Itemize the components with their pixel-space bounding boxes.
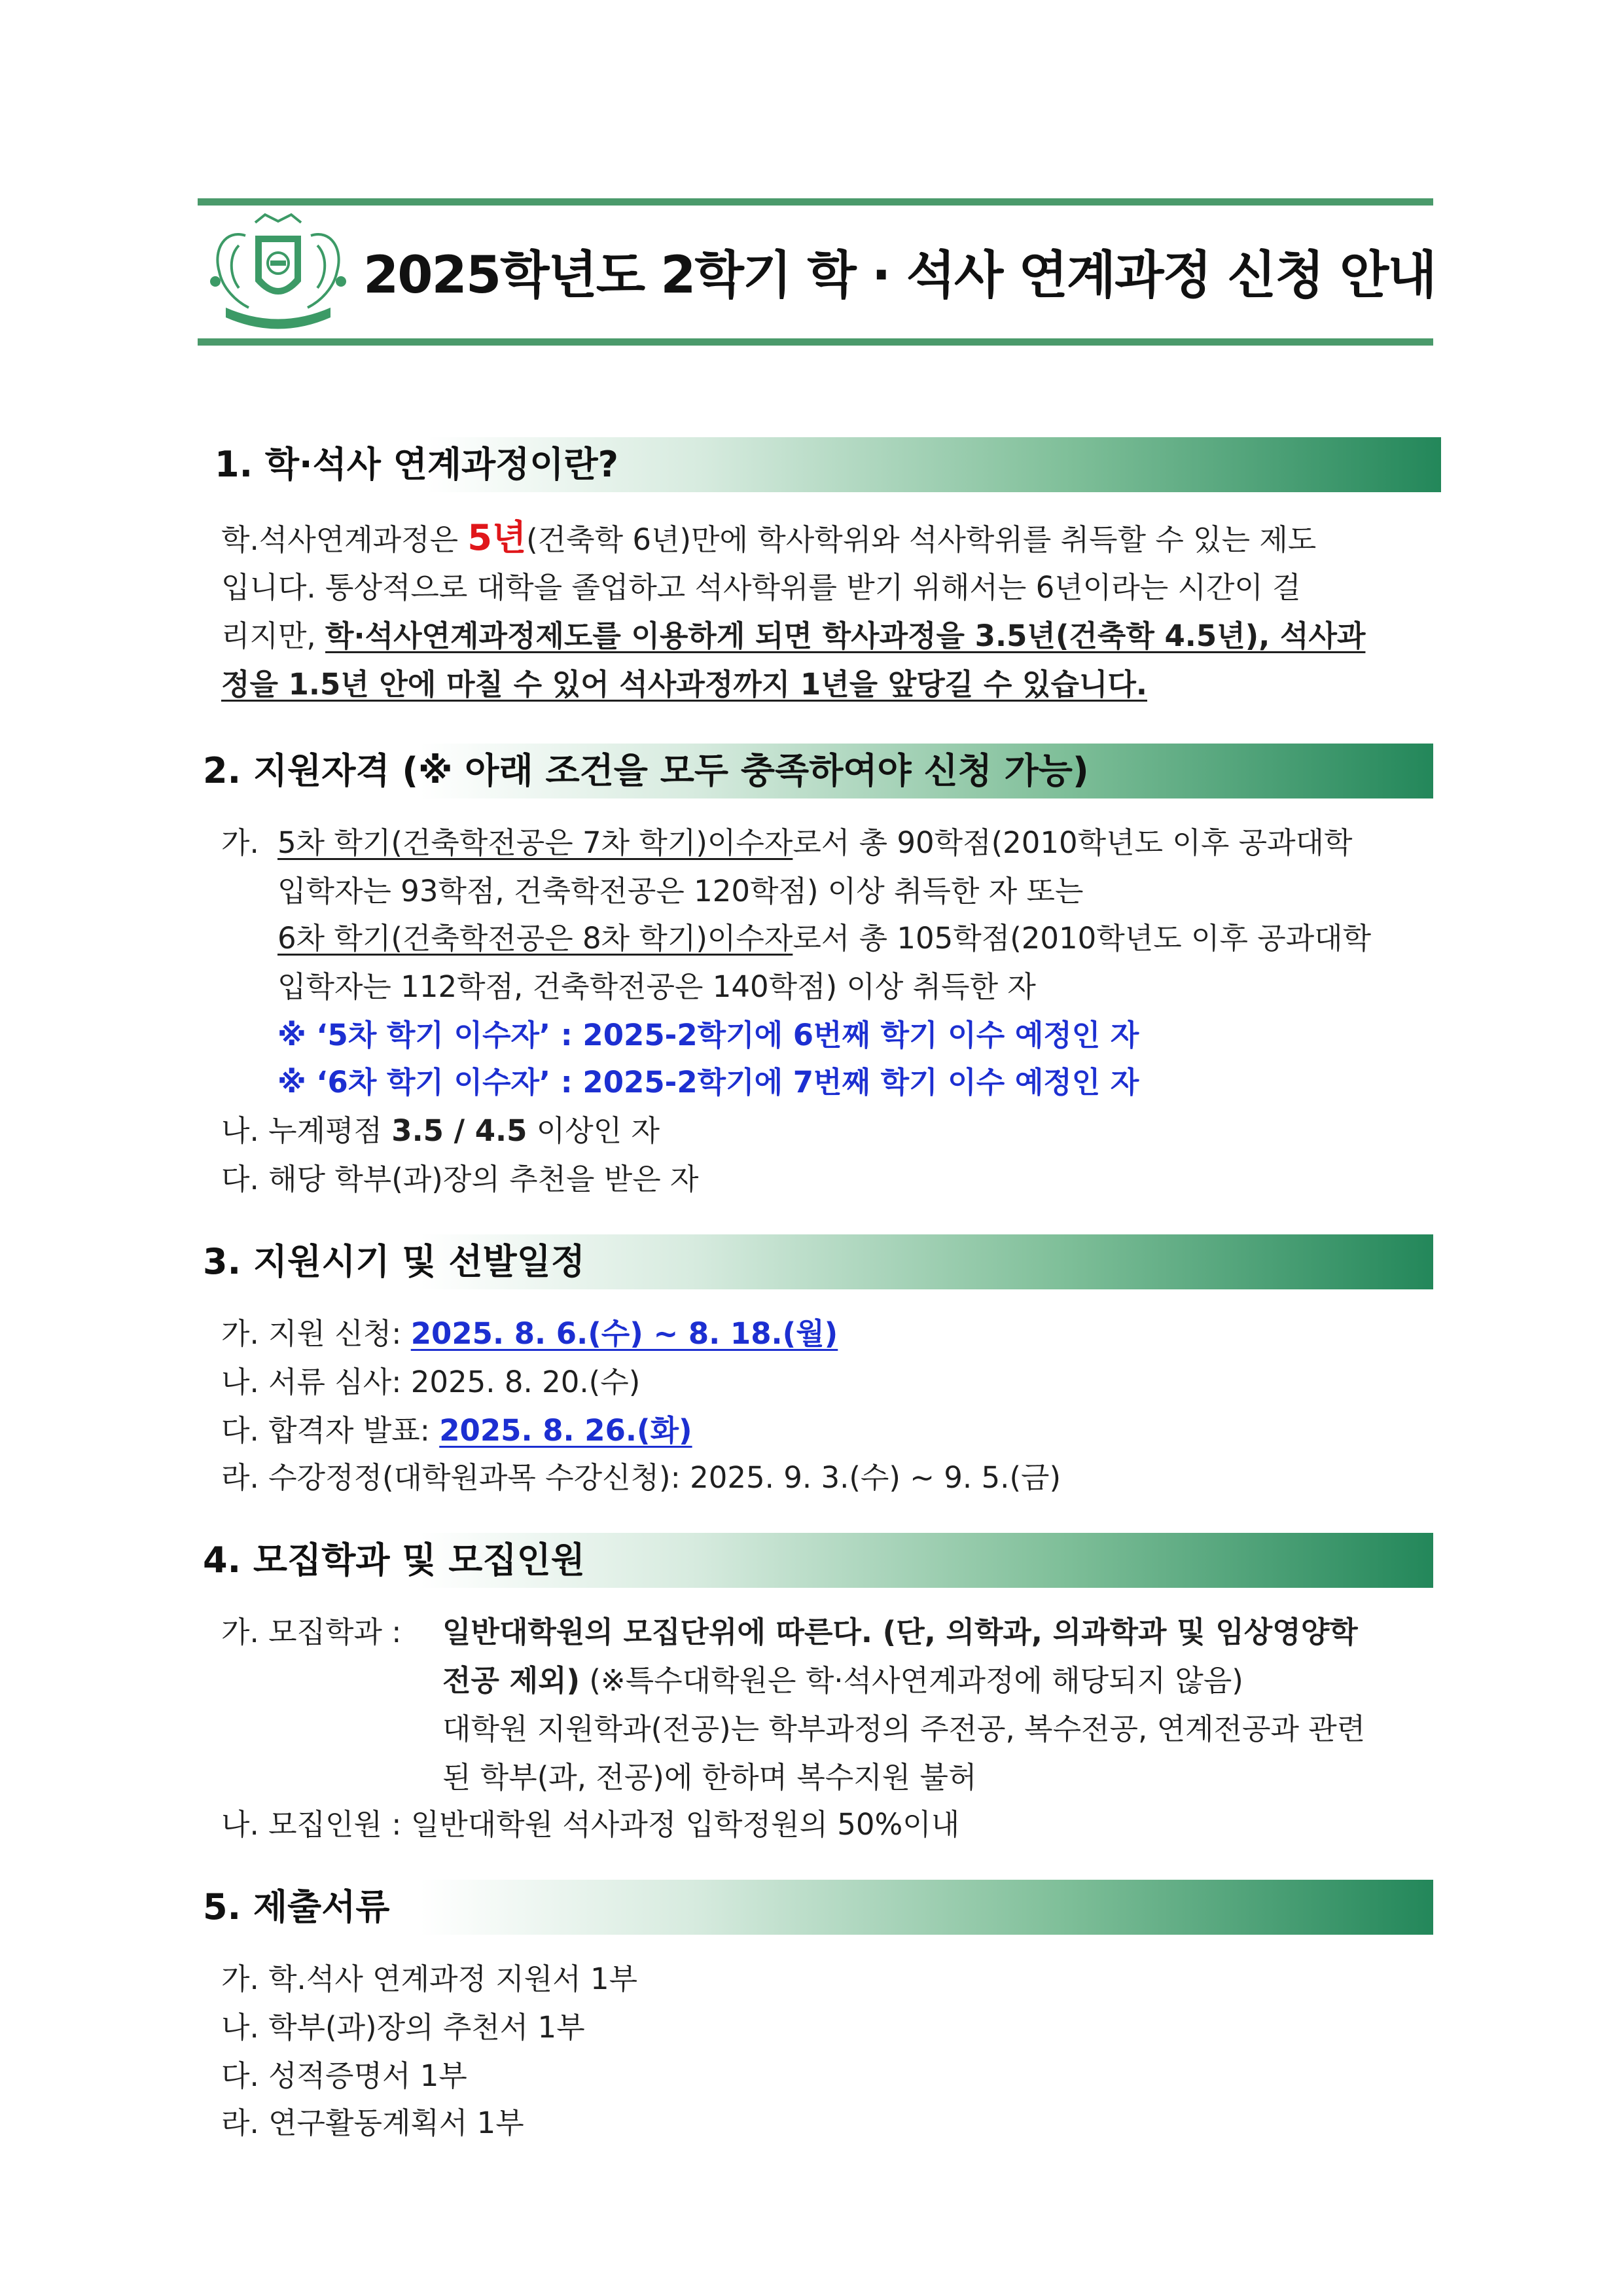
document-title: 2025학년도 2학기 학 · 석사 연계과정 신청 안내 <box>363 246 1436 305</box>
section-5-item: 다. 성적증명서 1부 <box>221 2058 467 2093</box>
section-1-heading: 1. 학·석사 연계과정이란? <box>215 444 618 485</box>
section-2-note-2: ※ ‘6차 학기 이수자’ : 2025-2학기에 7번째 학기 이수 예정인 자 <box>277 1065 1139 1100</box>
section-4-ga-line-1: 일반대학원의 모집단위에 따른다. (단, 의학과, 의과학과 및 임상영양학 <box>442 1615 1358 1649</box>
section-2-ga-line-4: 입학자는 112학점, 건축학전공은 140학점) 이상 취득한 자 <box>277 969 1036 1004</box>
section-3-da: 다. 합격자 발표: 2025. 8. 26.(화) <box>221 1413 692 1448</box>
section-3-heading: 3. 지원시기 및 선발일정 <box>203 1241 585 1282</box>
header-bottom-rule <box>198 338 1433 346</box>
section-4-ga-line-2: 전공 제외) (※특수대학원은 학·석사연계과정에 해당되지 않음) <box>442 1663 1243 1698</box>
section-1-line-4: 정을 1.5년 안에 마칠 수 있어 석사과정까지 1년을 앞당길 수 있습니다. <box>221 667 1148 702</box>
section-4-ga-line-3: 대학원 지원학과(전공)는 학부과정의 주전공, 복수전공, 연계전공과 관련 <box>442 1712 1366 1746</box>
section-2-ga-line-2: 입학자는 93학점, 건축학전공은 120학점) 이상 취득한 자 또는 <box>277 874 1084 908</box>
section-2-ga-label: 가. <box>221 825 259 860</box>
section-5-item: 가. 학.석사 연계과정 지원서 1부 <box>221 1962 638 1996</box>
section-2-heading: 2. 지원자격 (※ 아래 조건을 모두 충족하여야 신청 가능) <box>203 750 1089 791</box>
section-5-heading: 5. 제출서류 <box>203 1886 390 1928</box>
section-3-ra: 라. 수강정정(대학원과목 수강신청): 2025. 9. 3.(수) ~ 9. 5.(금) <box>221 1460 1061 1495</box>
section-2-ga-line-1: 5차 학기(건축학전공은 7차 학기)이수자로서 총 90학점(2010학년도 이후 공과대학 <box>277 825 1353 860</box>
section-1-line-1: 학.석사연계과정은 5년(건축학 6년)만에 학사학위와 석사학위를 취득할 수 있는 제도 <box>221 517 1317 558</box>
section-3-ga: 가. 지원 신청: 2025. 8. 6.(수) ~ 8. 18.(월) <box>221 1316 838 1351</box>
section-4-na: 나. 모집인원 : 일반대학원 석사과정 입학정원의 50%이내 <box>221 1807 960 1842</box>
section-4-ga-line-4: 된 학부(과, 전공)에 한하며 복수지원 불허 <box>442 1760 977 1795</box>
section-1-line-3: 리지만, 학·석사연계과정제도를 이용하게 되면 학사과정을 3.5년(건축학 4.5년), 석사과 <box>221 619 1366 653</box>
section-3-na: 나. 서류 심사: 2025. 8. 20.(수) <box>221 1365 641 1399</box>
section-2-note-1: ※ ‘5차 학기 이수자’ : 2025-2학기에 6번째 학기 이수 예정인 자 <box>277 1018 1139 1052</box>
header-top-rule <box>198 198 1433 206</box>
section-4-ga-label: 가. 모집학과 : <box>221 1615 402 1649</box>
section-2-da: 다. 해당 학부(과)장의 추천을 받은 자 <box>221 1162 699 1196</box>
section-2-na: 나. 누계평점 3.5 / 4.5 이상인 자 <box>221 1113 660 1148</box>
section-1-line-2: 입니다. 통상적으로 대학을 졸업하고 석사학위를 받기 위해서는 6년이라는 시간이 걸 <box>221 570 1301 605</box>
five-years-highlight: 5년 <box>467 517 527 558</box>
section-5-item: 나. 학부(과)장의 추천서 1부 <box>221 2010 585 2045</box>
section-5-item: 라. 연구활동계획서 1부 <box>221 2106 524 2140</box>
section-2-ga-line-3: 6차 학기(건축학전공은 8차 학기)이수자로서 총 105학점(2010학년도 이후 공과대학 <box>277 921 1372 956</box>
section-4-heading: 4. 모집학과 및 모집인원 <box>203 1539 585 1581</box>
university-emblem-icon <box>200 209 357 334</box>
